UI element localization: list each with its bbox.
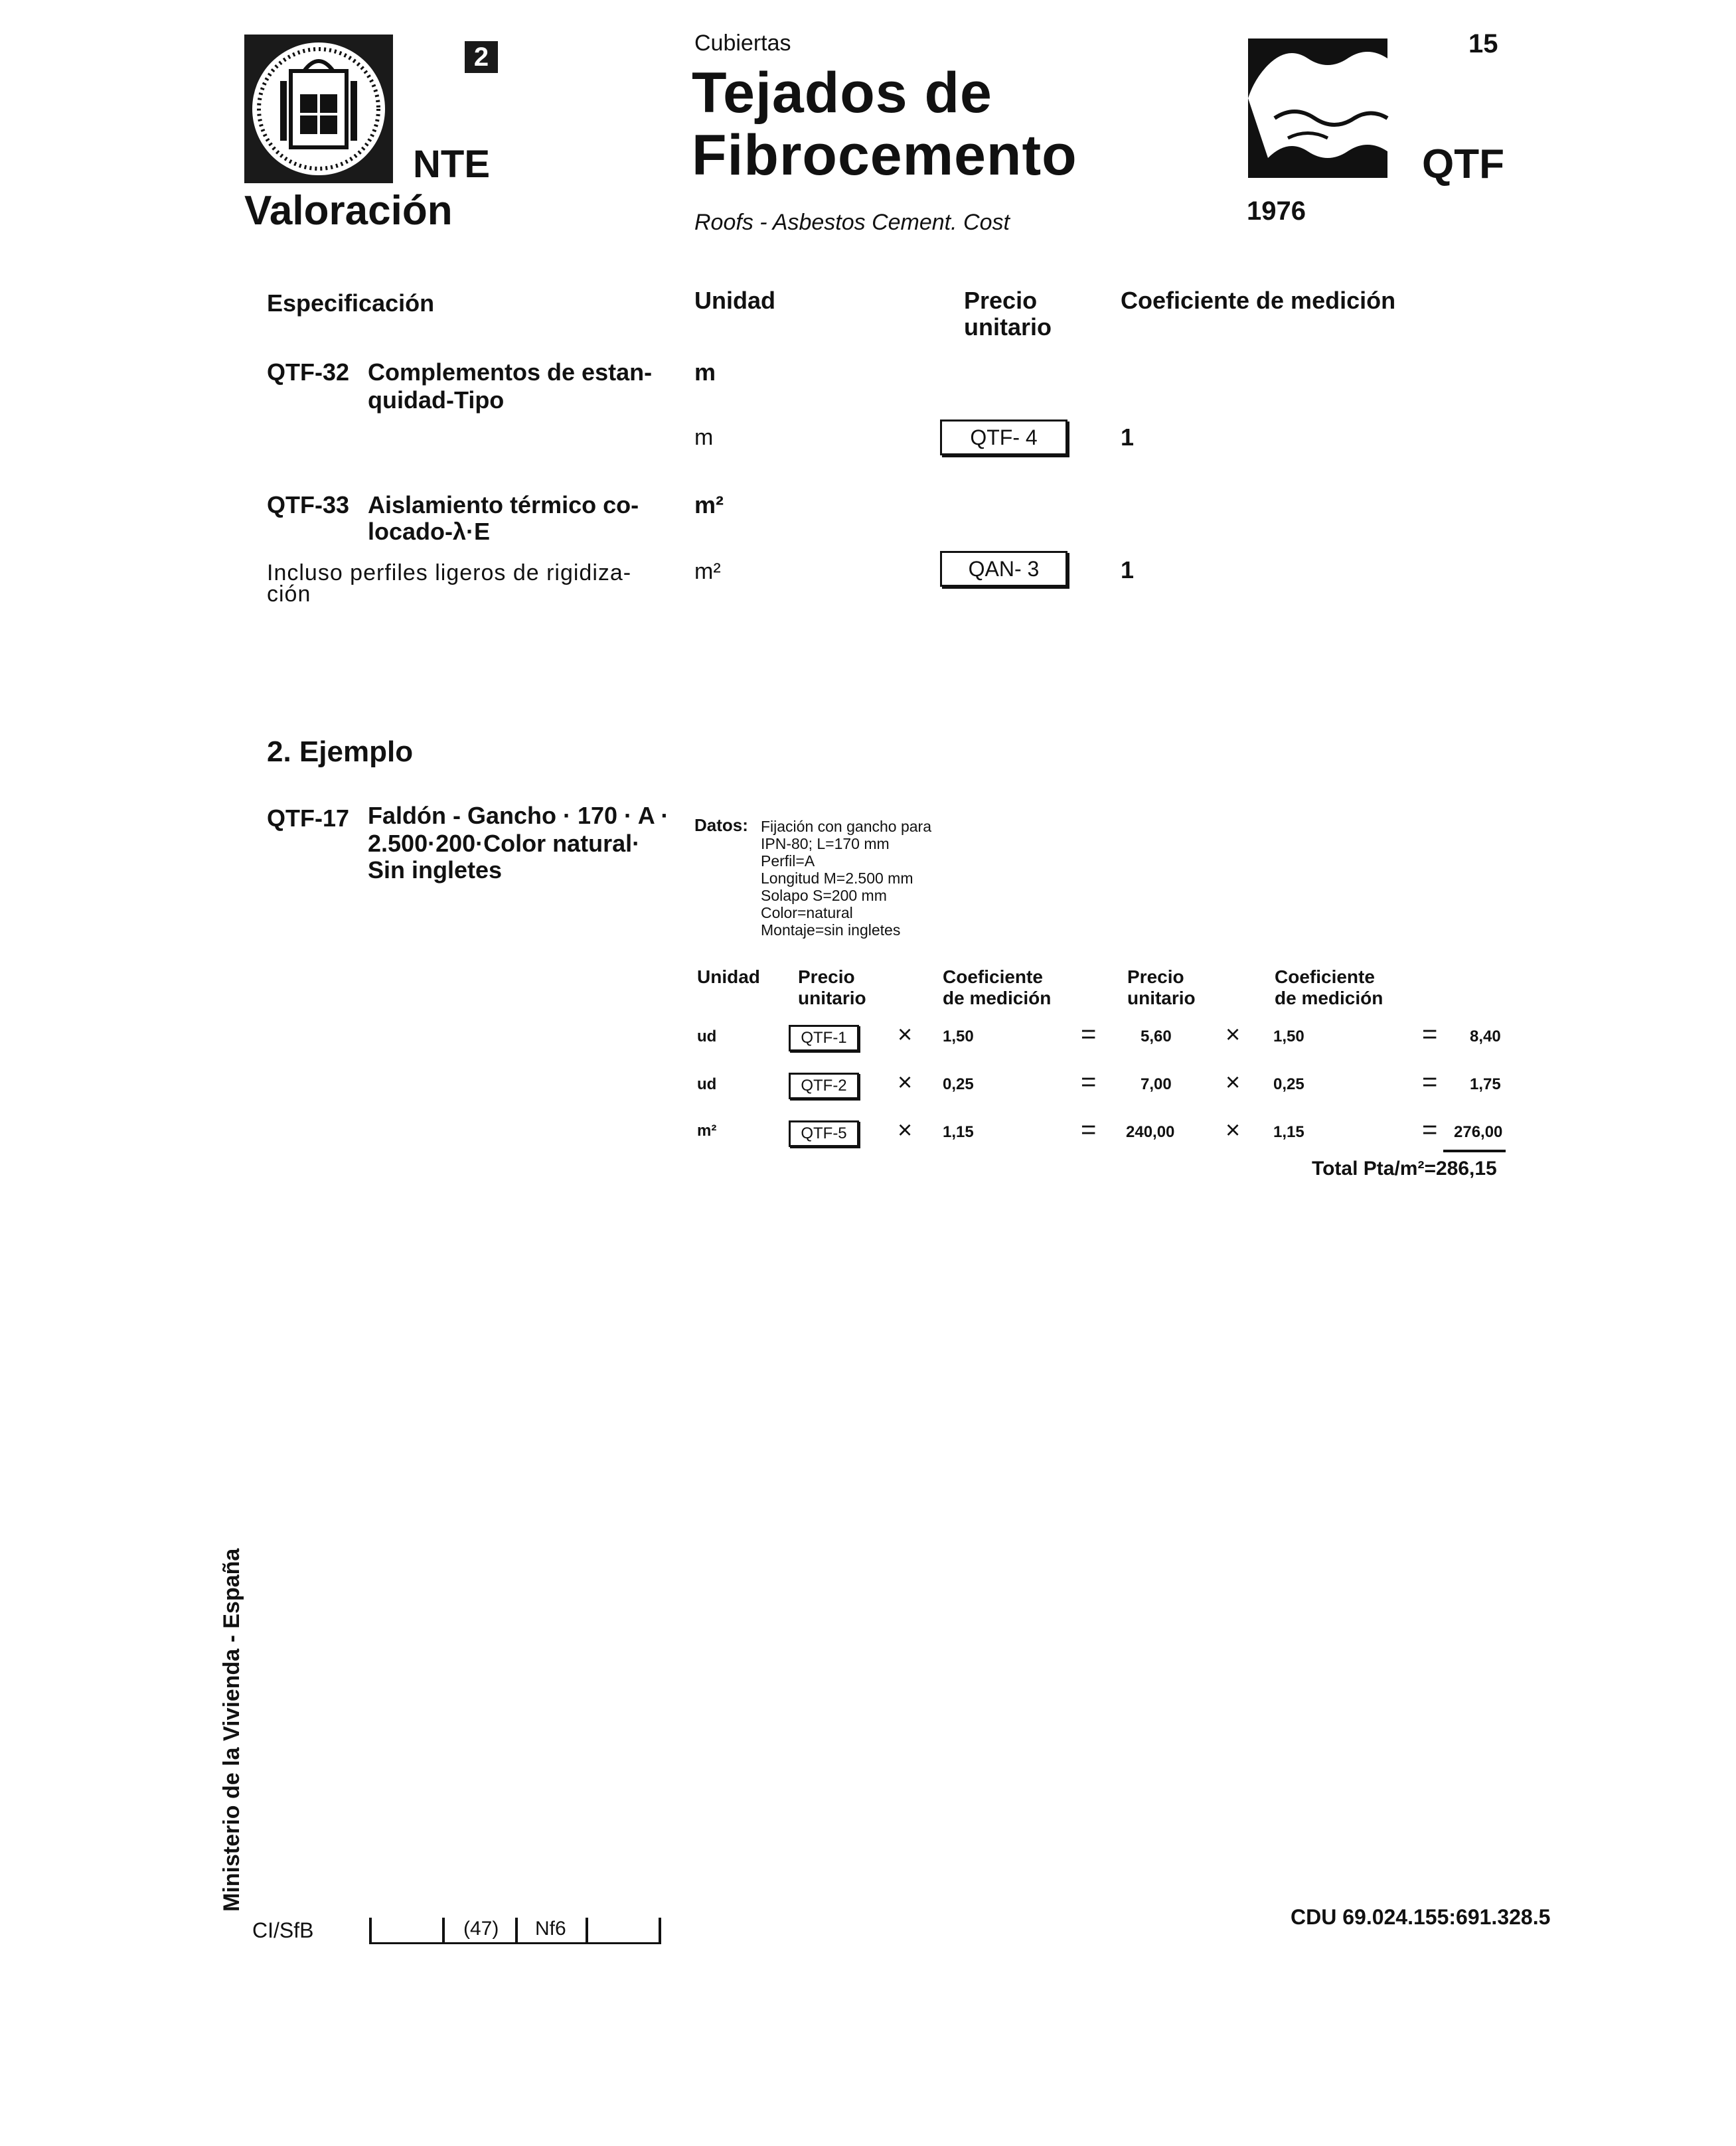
- ex-header-coeficiente: Coeficiente: [943, 966, 1043, 987]
- grand-total: Total Pta/m²=286,15: [1312, 1158, 1497, 1180]
- example-name: Faldón - Gancho · 170 · A ·: [368, 802, 669, 829]
- document-title-line2: Fibrocemento: [692, 123, 1077, 187]
- year-label: 1976: [1247, 196, 1306, 226]
- nte-label: NTE: [413, 143, 490, 186]
- cisfb-classification-grid: [369, 1915, 661, 1944]
- spec-unit-cost: m²: [694, 559, 721, 584]
- equals-sign: =: [1081, 1020, 1097, 1049]
- spec-name-cont: quidad-Tipo: [368, 386, 505, 414]
- price-reference-box: QTF- 4: [940, 420, 1067, 455]
- ministry-label: Ministerio de la Vivienda - España: [219, 1548, 244, 1912]
- example-name-cont: 2.500·200·Color natural·: [368, 830, 641, 857]
- page-number: 15: [1468, 29, 1498, 58]
- datos-line: Longitud M=2.500 mm: [761, 870, 913, 887]
- row-coef2: 0,25: [1273, 1075, 1304, 1093]
- grid-divider: [586, 1918, 588, 1944]
- roof-waves-logo: [1248, 38, 1395, 178]
- row-price: 7,00: [1141, 1075, 1172, 1093]
- row-coef: 1,15: [943, 1123, 974, 1141]
- document-title-line1: Tejados de: [692, 61, 992, 125]
- coefficient-value: 1: [1121, 556, 1135, 583]
- row-reference-box: QTF-5: [789, 1120, 859, 1147]
- equals-sign: =: [1422, 1020, 1438, 1049]
- section-title: Valoración: [244, 188, 453, 234]
- equals-sign: =: [1081, 1067, 1097, 1097]
- row-reference-box: QTF-1: [789, 1025, 859, 1051]
- multiply-sign: ×: [1225, 1021, 1241, 1049]
- chapter-number-box: 2: [465, 41, 498, 73]
- ex-header-precio2: Precio: [1127, 966, 1184, 987]
- document-code: QTF: [1422, 141, 1504, 187]
- row-total: 1,75: [1470, 1075, 1501, 1093]
- header-precio: Precio: [964, 287, 1038, 314]
- datos-label: Datos:: [694, 815, 748, 835]
- grid-divider: [515, 1918, 518, 1944]
- multiply-sign: ×: [1225, 1069, 1241, 1097]
- spec-code: QTF-33: [267, 491, 350, 518]
- example-name-cont2: Sin ingletes: [368, 856, 503, 883]
- spec-unit: m²: [694, 491, 724, 518]
- cisfb-cell: (47): [463, 1918, 499, 1940]
- row-coef2: 1,50: [1273, 1028, 1304, 1045]
- spec-note: Incluso perfiles ligeros de rigidiza-: [267, 560, 632, 585]
- row-coef: 0,25: [943, 1075, 974, 1093]
- datos-line: Color=natural: [761, 904, 853, 921]
- datos-line: Solapo S=200 mm: [761, 887, 887, 904]
- datos-line: IPN-80; L=170 mm: [761, 835, 890, 852]
- row-unit: ud: [697, 1075, 717, 1093]
- spec-unit: m: [694, 358, 716, 386]
- ex-header-medicion: de medición: [943, 988, 1052, 1008]
- cisfb-label: CI/SfB: [252, 1918, 314, 1942]
- header-unitario: unitario: [964, 313, 1052, 341]
- row-coef2: 1,15: [1273, 1123, 1304, 1141]
- grid-divider: [442, 1918, 445, 1944]
- multiply-sign: ×: [898, 1069, 913, 1097]
- header-unidad: Unidad: [694, 287, 775, 314]
- datos-line: Montaje=sin ingletes: [761, 921, 901, 939]
- row-reference-box: QTF-2: [789, 1073, 859, 1099]
- multiply-sign: ×: [1225, 1116, 1241, 1144]
- row-unit: m²: [697, 1122, 717, 1140]
- example-heading: 2. Ejemplo: [267, 735, 414, 768]
- equals-sign: =: [1422, 1067, 1438, 1097]
- row-total: 8,40: [1470, 1028, 1501, 1045]
- ex-header-unidad: Unidad: [697, 966, 760, 987]
- cdu-code: CDU 69.024.155:691.328.5: [1291, 1905, 1551, 1929]
- price-reference-box: QAN- 3: [940, 551, 1067, 587]
- grid-divider: [369, 1918, 372, 1944]
- equals-sign: =: [1081, 1115, 1097, 1144]
- spec-name: Complementos de estan-: [368, 358, 653, 386]
- total-underline: [1443, 1150, 1506, 1152]
- ex-header-medicion2: de medición: [1275, 988, 1383, 1008]
- equals-sign: =: [1422, 1115, 1438, 1144]
- datos-line: Fijación con gancho para: [761, 818, 931, 835]
- spec-note-cont: ción: [267, 581, 311, 607]
- header-especificacion: Especificación: [267, 289, 435, 317]
- spec-name-cont: locado-λ·E: [368, 518, 491, 545]
- spec-name: Aislamiento térmico co-: [368, 491, 639, 518]
- multiply-sign: ×: [898, 1116, 913, 1144]
- ex-header-unitario: unitario: [798, 988, 866, 1008]
- spanish-seal-emblem: [244, 35, 393, 183]
- spec-code: QTF-32: [267, 358, 350, 386]
- category-label: Cubiertas: [694, 31, 791, 56]
- spec-unit-cost: m: [694, 425, 714, 450]
- row-price: 5,60: [1141, 1028, 1172, 1045]
- ex-header-unitario2: unitario: [1127, 988, 1196, 1008]
- coefficient-value: 1: [1121, 423, 1135, 451]
- grid-divider: [659, 1918, 661, 1944]
- row-total: 276,00: [1454, 1123, 1503, 1141]
- datos-line: Perfil=A: [761, 852, 815, 870]
- header-coeficiente: Coeficiente de medición: [1121, 287, 1396, 314]
- ex-header-precio: Precio: [798, 966, 855, 987]
- row-unit: ud: [697, 1028, 717, 1045]
- cisfb-cell: Nf6: [535, 1918, 566, 1940]
- document-subtitle: Roofs - Asbestos Cement. Cost: [694, 210, 1010, 235]
- ex-header-coeficiente2: Coeficiente: [1275, 966, 1375, 987]
- example-code: QTF-17: [267, 805, 350, 832]
- multiply-sign: ×: [898, 1021, 913, 1049]
- row-coef: 1,50: [943, 1028, 974, 1045]
- row-price: 240,00: [1126, 1123, 1175, 1141]
